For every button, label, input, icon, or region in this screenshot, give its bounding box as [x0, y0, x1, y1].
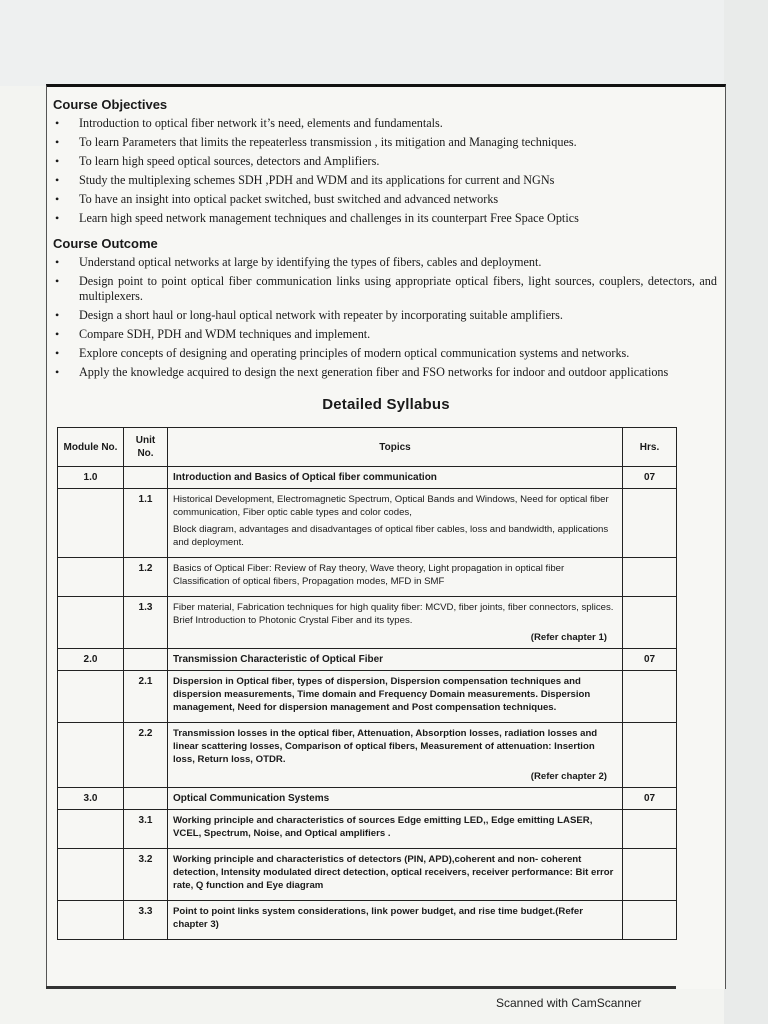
scan-background-top	[0, 0, 768, 86]
topic-text: Historical Development, Electromagnetic Spectrum, Optical Bands and Windows, Need for optical fiber communication, Fiber optic cable types and color codes,	[173, 494, 609, 518]
unit-topics	[168, 597, 623, 649]
module-no: 1.0	[58, 467, 124, 489]
topic-text: Transmission losses in the optical fiber, Attenuation, Absorption losses, radiation losses and linear scattering losses, Comparison of optical fibers, Measurement of attenuation: Insertion loss, Return loss, OTDR.	[173, 728, 598, 765]
topics-header: Topics	[168, 428, 623, 467]
unit-row	[58, 849, 677, 901]
module-no	[58, 901, 124, 940]
objective-item: • To learn Parameters that limits the repeaterless transmission , its mitigation and Managing techniques.	[53, 135, 717, 150]
unit-hours	[623, 558, 677, 597]
module-hours: 07	[623, 649, 677, 671]
unit-row	[58, 671, 677, 723]
refer-chapter-note: (Refer chapter 2)	[530, 771, 607, 782]
unit-topics	[168, 558, 623, 597]
outcome-item: • Apply the knowledge acquired to design the next generation fiber and FSO networks for indoor and outdoor applications	[53, 365, 717, 380]
objectives-list	[47, 116, 725, 226]
unit-no	[124, 788, 168, 810]
module-no	[58, 671, 124, 723]
topic-text: Fiber material, Fabrication techniques for high quality fiber: MCVD, fiber joints, fiber connectors, splices. Brief Introduction to Photonic Crystal Fiber and its types.	[173, 602, 614, 626]
syllabus-title: Detailed Syllabus	[322, 396, 450, 413]
unit-no	[124, 467, 168, 489]
outcomes-list	[47, 255, 725, 380]
outcome-item: • Design a short haul or long-haul optical network with repeater by incorporating suitable amplifiers.	[53, 308, 717, 323]
unit-hours	[623, 810, 677, 849]
unit-row	[58, 810, 677, 849]
unit-no: 3.2	[124, 849, 168, 901]
page-bottom-edge	[46, 986, 676, 989]
unit-no: 1.3	[124, 597, 168, 649]
unit-row	[58, 558, 677, 597]
unit-no-header: Unit No.	[124, 428, 168, 467]
scanner-watermark: Scanned with CamScanner	[496, 996, 642, 1010]
topic-text: Point to point links system considerations, link power budget, and rise time budget.(Refer chapter 3)	[173, 906, 583, 930]
module-no	[58, 558, 124, 597]
module-row	[58, 467, 677, 489]
unit-no: 2.2	[124, 723, 168, 788]
module-hours: 07	[623, 467, 677, 489]
module-row	[58, 788, 677, 810]
module-hours: 07	[623, 788, 677, 810]
module-no	[58, 849, 124, 901]
module-no	[58, 597, 124, 649]
syllabus-table	[57, 427, 677, 940]
topic-text: Basics of Optical Fiber: Review of Ray theory, Wave theory, Light propagation in optical fiber Classification of optical fibers, Propagation modes, MFD in SMF	[173, 563, 565, 587]
unit-hours	[623, 901, 677, 940]
unit-hours	[623, 489, 677, 558]
syllabus-page	[46, 84, 726, 989]
table-header-row	[58, 428, 677, 467]
unit-hours	[623, 671, 677, 723]
unit-hours	[623, 849, 677, 901]
outcome-item: • Understand optical networks at large by identifying the types of fibers, cables and deployment.	[53, 255, 717, 270]
objective-item: • Study the multiplexing schemes SDH ,PDH and WDM and its applications for current and NGNs	[53, 173, 717, 188]
outcome-item: • Design point to point optical fiber communication links using appropriate optical fibers, light sources, couplers, detectors, and multiplexers.	[53, 274, 717, 304]
objective-item: • To learn high speed optical sources, detectors and Amplifiers.	[53, 154, 717, 169]
unit-no: 3.1	[124, 810, 168, 849]
module-title: Optical Communication Systems	[168, 788, 623, 810]
topic-text: Working principle and characteristics of detectors (PIN, APD),coherent and non- coherent detection, Intensity modulated direct detection, optical receivers, receiver performance: Bit error rate, Q function and Eye diagram	[173, 854, 614, 891]
objective-item: • To have an insight into optical packet switched, bust switched and advanced networks	[53, 192, 717, 207]
topic-text: Block diagram, advantages and disadvantages of optical fiber cables, loss and bandwidth, applications and deployment.	[173, 524, 609, 548]
module-no	[58, 489, 124, 558]
topic-text: Working principle and characteristics of sources Edge emitting LED,, Edge emitting LASER, VCEL, Spectrum, Noise, and Optical amplifiers .	[173, 815, 593, 839]
unit-no: 3.3	[124, 901, 168, 940]
module-no	[58, 810, 124, 849]
unit-no: 1.1	[124, 489, 168, 558]
outcome-item: • Compare SDH, PDH and WDM techniques and implement.	[53, 327, 717, 342]
unit-topics	[168, 723, 623, 788]
objective-item: • Introduction to optical fiber network it’s need, elements and fundamentals.	[53, 116, 717, 131]
refer-chapter-note: (Refer chapter 1)	[530, 632, 607, 643]
unit-hours	[623, 723, 677, 788]
topic-text: Dispersion in Optical fiber, types of dispersion, Dispersion compensation techniques and dispersion measurements, Time domain and Frequency Domain measurements. Dispersion management, Need for dispersion management and Post compensation techniques.	[173, 676, 591, 713]
unit-topics	[168, 810, 623, 849]
unit-topics	[168, 671, 623, 723]
unit-row	[58, 597, 677, 649]
module-title: Introduction and Basics of Optical fiber communication	[168, 467, 623, 489]
scan-background-edge	[724, 0, 768, 1024]
unit-row	[58, 723, 677, 788]
outcome-item: • Explore concepts of designing and operating principles of modern optical communication systems and networks.	[53, 346, 717, 361]
module-no: 2.0	[58, 649, 124, 671]
unit-topics	[168, 849, 623, 901]
unit-no: 1.2	[124, 558, 168, 597]
objectives-heading: Course Objectives	[53, 97, 168, 112]
module-no	[58, 723, 124, 788]
unit-no	[124, 649, 168, 671]
module-no-header: Module No.	[58, 428, 124, 467]
hrs-header: Hrs.	[623, 428, 677, 467]
module-no: 3.0	[58, 788, 124, 810]
unit-no: 2.1	[124, 671, 168, 723]
module-row	[58, 649, 677, 671]
objective-item: • Learn high speed network management techniques and challenges in its counterpart Free Space Optics	[53, 211, 717, 226]
unit-row	[58, 901, 677, 940]
unit-hours	[623, 597, 677, 649]
unit-row	[58, 489, 677, 558]
outcomes-heading: Course Outcome	[53, 236, 158, 251]
module-title: Transmission Characteristic of Optical Fiber	[168, 649, 623, 671]
unit-topics	[168, 489, 623, 558]
unit-topics	[168, 901, 623, 940]
